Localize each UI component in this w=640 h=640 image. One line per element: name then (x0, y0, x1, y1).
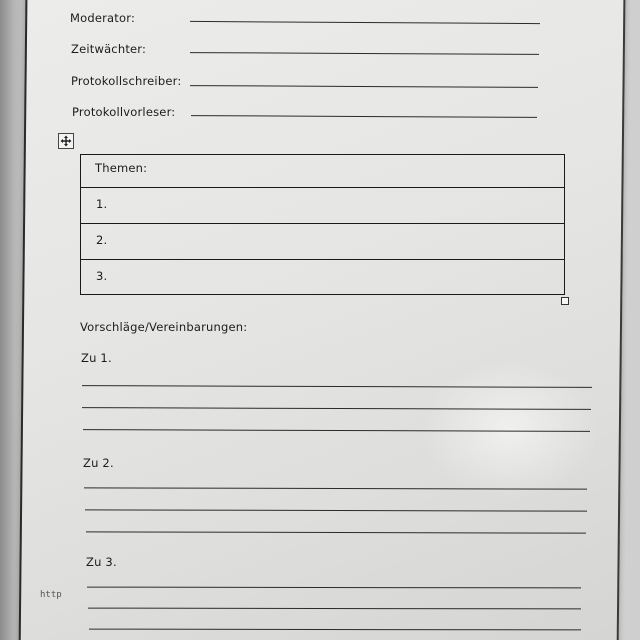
table-header-row (81, 155, 564, 188)
topics-header: Themen: (95, 161, 148, 175)
role-label-protokollschreiber: Protokollschreiber: (71, 74, 182, 88)
table-move-handle[interactable] (58, 133, 74, 149)
agreements-heading: Vorschläge/Vereinbarungen: (80, 320, 248, 334)
role-label-protokollvorleser: Protokollvorleser: (72, 105, 176, 119)
topic-number-2: 2. (96, 233, 108, 247)
section-label-zu-3: Zu 3. (86, 555, 117, 569)
section-label-zu-1: Zu 1. (81, 351, 112, 365)
table-resize-handle[interactable] (561, 297, 569, 305)
table-row[interactable] (81, 224, 564, 260)
topic-number-1: 1. (96, 197, 108, 211)
topics-table (80, 154, 565, 295)
move-arrows-icon (60, 135, 72, 147)
role-label-moderator: Moderator: (70, 11, 136, 25)
table-row[interactable] (81, 188, 564, 224)
section-label-zu-2: Zu 2. (83, 456, 114, 470)
footer-url-hint: http (40, 590, 62, 600)
role-label-zeitwaechter: Zeitwächter: (71, 42, 147, 56)
table-row[interactable] (81, 260, 564, 294)
topic-number-3: 3. (96, 269, 108, 283)
